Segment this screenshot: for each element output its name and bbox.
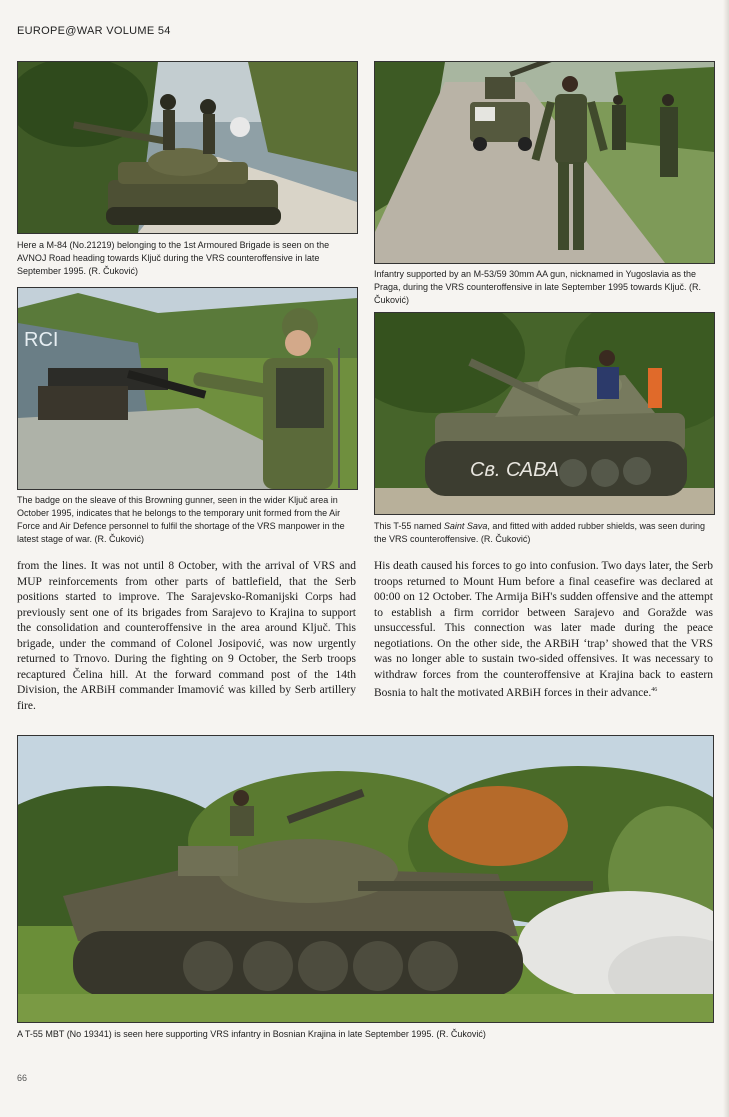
photo-t55-saint-sava bbox=[374, 312, 715, 515]
svg-text:RCI: RCI bbox=[24, 329, 59, 351]
caption-photo-3: The badge on the sleave of this Browning gunner, seen in the wider Ključ area in October 1995, indicates that he belongs to the temporary unit formed from the Air Force and Air Defence personnel to fulfil the shortage of the VRS manpower in the latest stage of war. (R. Čuković) bbox=[17, 495, 345, 544]
caption-photo-1: Here a M-84 (No.21219) belonging to the 1st Armoured Brigade is seen on the AVNOJ Road heading towards Ključ during the VRS counteroffensive in late September 1995. (R. Čuković) bbox=[17, 240, 330, 276]
caption-photo-4: This T-55 named Saint Sava, and fitted with added rubber shields, was seen during the VRS counteroffensive. (R. Čuković) bbox=[374, 521, 706, 544]
footnote-ref: 46 bbox=[651, 687, 658, 693]
photo-t55-wide bbox=[17, 735, 714, 1023]
caption-photo-2: Infantry supported by an M-53/59 30mm AA gun, nicknamed in Yugoslavia as the Praga, during the VRS counteroffensive in late September 1995 towards Ključ. (R. Čuković) bbox=[374, 269, 702, 305]
body-text-right-column: His death caused his forces to go into confusion. Two days later, the Serb troops returned to Mount Hum before a final ceasefire was declared at 00:00 on 12 October. The Armija BiH's sudden offensive and the attempt to establish a firm corridor between Sarajevo and Goražde was unsuccessful. This connection was later made during the peace negotiations. On the other side, the ARBiH ‘trap’ showed that the VRS was no longer able to sustain two-sided offensives. It was necessary to withdraw forces from the counteroffensive at Krajina back to eastern Bosnia to halt the motivated ARBiH forces in their advance.$^{46}$ bbox=[374, 560, 713, 699]
tank-name: Saint Sava bbox=[443, 521, 488, 531]
photo-m84-tank bbox=[17, 61, 358, 234]
body-text-left-column: from the lines. It was not until 8 October, with the arrival of VRS and MUP reinforcements from other parts of battlefield, that the Serb positions started to improve. The Sarajevsko-Romanijski Corps had previously sent one of its brigades from Sarajevo to Krajina to support the consolidation and counteroffensive in the area around Ključ. This brigade, under the command of Colonel Josipović, was now urgently returned to Trnovo. During the fighting on 9 October, the Serb troops recaptured Čelina hill. At the forward command post of the 14th Division, the ARBiH commander Imamović was killed by Serb artillery fire. bbox=[17, 560, 356, 712]
caption-photo-5: A T-55 MBT (No 19341) is seen here supporting VRS infantry in Bosnian Krajina in late September 1995. (R. Čuković) bbox=[17, 1029, 486, 1039]
tank-slogan: Св. САВА bbox=[470, 459, 560, 481]
photo-browning-gunner bbox=[17, 287, 358, 490]
running-header: EUROPE@WAR VOLUME 54 bbox=[17, 25, 171, 37]
page-edge-shadow bbox=[723, 0, 729, 1117]
photo-infantry-praga bbox=[374, 61, 715, 264]
page-number: 66 bbox=[17, 1073, 28, 1083]
